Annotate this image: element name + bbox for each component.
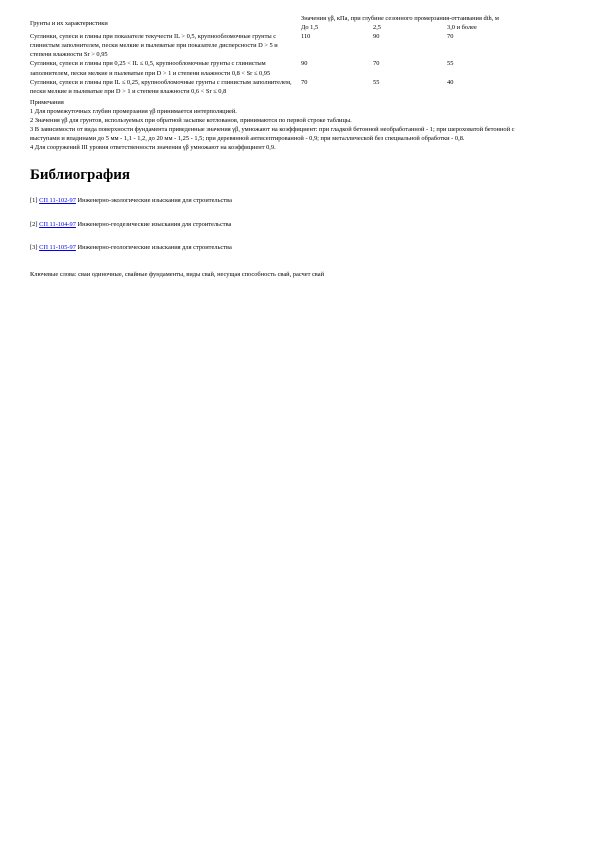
ref-link-sp-11-105-97[interactable]: СП 11-105-97 — [39, 243, 76, 251]
ref-title: Инженерно-геологические изыскания для строительства — [77, 243, 232, 251]
keywords-line: Ключевые слова: сваи одиночные, свайные фундаменты, виды свай, несущая способность свай, расчет свай — [30, 270, 324, 278]
table-header-row — [30, 14, 532, 23]
ref-title: Инженерно-геодезические изыскания для строительства — [77, 220, 232, 228]
table-row — [30, 32, 532, 59]
value-cell: 110 — [301, 33, 311, 41]
ref-title: Инженерно-экологические изыскания для строительства — [77, 197, 232, 205]
column-header-depth-1: До 1,5 — [301, 24, 319, 32]
value-cell: 55 — [373, 78, 380, 86]
column-header-soils: Грунты и их характеристики — [30, 19, 108, 27]
column-group-header: Значения γβ, кПа, при глубине сезонного промерзания-оттаивания dth, м — [301, 15, 499, 22]
table-notes — [30, 98, 533, 153]
value-cell: 40 — [447, 78, 454, 86]
soil-description: Суглинки, супеси и глины при показателе текучести IL > 0,5, крупнообломочные грунты с глинистым заполнителем, пески мелкие и пылеватые при показателе дисперсности D > 5 и степени влажности Sr > 0,95 — [30, 33, 278, 59]
note-item: 2 Значения γβ для грунтов, используемых при обратной засыпке котлованов, принимаются по первой строке таблицы. — [30, 117, 352, 125]
ref-link-sp-11-102-97[interactable]: СП 11-102-97 — [39, 197, 76, 205]
value-cell: 90 — [373, 33, 380, 41]
soil-description: Суглинки, супеси и глины при IL ≤ 0,25, крупнообломочные грунты с глинистым заполнителем, пески мелкие и пылеватые при D > 1 и степени влажности 0,6 < Sr ≤ 0,8 — [30, 78, 292, 95]
note-item: 1 Для промежуточных глубин промерзания γβ принимается интерполяцией. — [30, 107, 237, 115]
bibliography-heading: Библиография — [30, 167, 131, 184]
value-cell: 70 — [447, 33, 454, 41]
ref-number: [1] — [30, 197, 38, 205]
ref-number: [2] — [30, 220, 38, 228]
value-cell: 90 — [301, 60, 308, 68]
soil-description: Суглинки, супеси и глины при 0,25 < IL ≤ 0,5, крупнообломочные грунты с глинистым заполнителем, пески мелкие и пылеватые при D > 1 и степени влажности 0,8 < Sr ≤ 0,95 — [30, 60, 271, 77]
soil-values-table — [30, 14, 532, 96]
column-header-depth-2: 2,5 — [373, 24, 381, 32]
ref-link-sp-11-104-97[interactable]: СП 11-104-97 — [39, 220, 76, 228]
notes-title: Примечания — [30, 98, 64, 106]
ref-number: [3] — [30, 243, 38, 251]
table-row — [30, 78, 532, 96]
bibliography-item — [30, 220, 575, 229]
document-page — [30, 14, 575, 285]
value-cell: 70 — [373, 60, 380, 68]
note-item: 4 Для сооружений III уровня ответственности значения γβ умножают на коэффициент 0,9. — [30, 144, 276, 152]
note-item: 3 В зависимости от вида поверхности фундамента приведенные значения γβ, умножают на коэффициент: при гладкой бетонной необработанной - 1; при шероховатой бетонной с выступами и впадинами до 5 мм - 1,1 - 1,2, до 20 мм - 1,25 - 1,5; при деревянной антисептированной - 0,9; при металлической без специальной обработки - 0,8. — [30, 126, 515, 143]
value-cell: 55 — [447, 60, 454, 68]
value-cell: 70 — [301, 78, 308, 86]
column-header-depth-3: 3,0 и более — [447, 24, 477, 32]
table-row — [30, 59, 532, 77]
bibliography-item — [30, 243, 575, 252]
bibliography-item — [30, 196, 575, 205]
